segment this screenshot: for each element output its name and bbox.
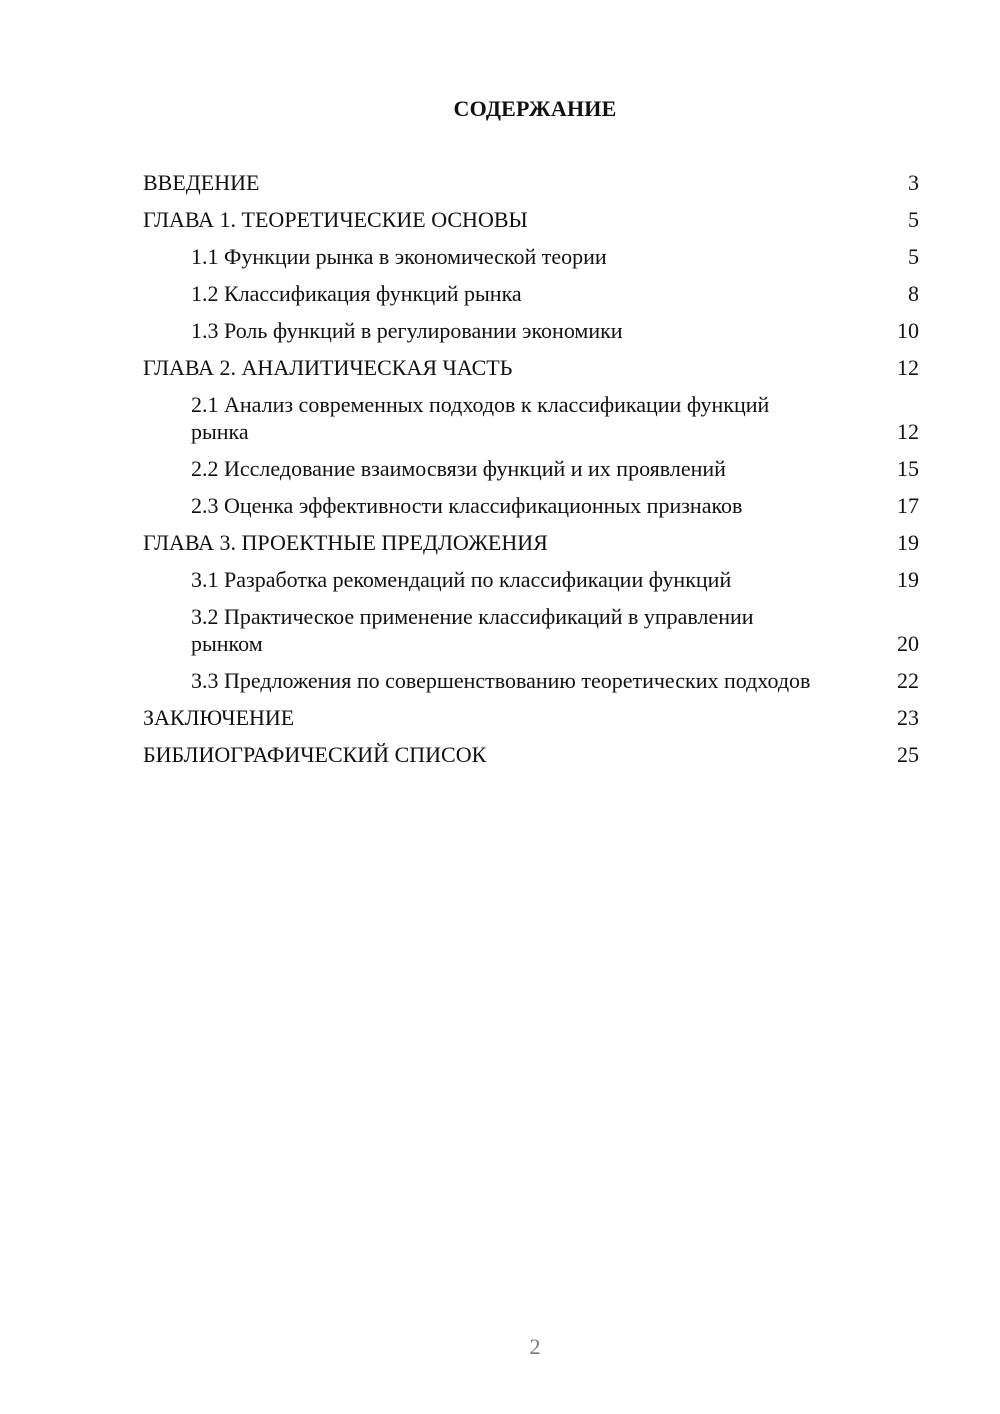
toc-entry-chapter-1[interactable]	[143, 206, 919, 233]
toc-entry-title: 1.2 Классификация функций рынка	[191, 281, 522, 306]
toc-entry-title: ЗАКЛЮЧЕНИЕ	[143, 705, 295, 730]
toc-entry-title: 1.1 Функции рынка в экономической теории	[191, 244, 607, 269]
toc-entry-title: ВВЕДЕНИЕ	[143, 170, 260, 195]
toc-entry-page: 20	[897, 631, 919, 656]
toc-entry-page: 17	[897, 493, 919, 518]
toc-entry-page: 25	[897, 742, 919, 767]
toc-entry-section-1-1[interactable]	[143, 243, 919, 270]
toc-entry-section-1-2[interactable]	[143, 280, 919, 307]
toc-entry-page: 3	[908, 170, 919, 195]
toc-entry-title: 1.3 Роль функций в регулировании экономики	[191, 318, 623, 343]
toc-entry-title: 3.3 Предложения по совершенствованию теоретических подходов	[191, 668, 811, 693]
toc-entry-page: 19	[897, 567, 919, 592]
toc-entry-page: 23	[897, 705, 919, 730]
toc-entry-title: 2.2 Исследование взаимосвязи функций и их проявлений	[191, 456, 726, 481]
toc-entry-page: 12	[897, 355, 919, 380]
table-of-contents	[143, 169, 919, 778]
toc-entry-page: 5	[908, 244, 919, 269]
toc-entry-chapter-2[interactable]	[143, 354, 919, 381]
page-number: 2	[529, 1334, 541, 1359]
toc-entry-section-2-3[interactable]	[143, 492, 919, 519]
toc-entry-title: 2.1 Анализ современных подходов к классификации функций рынка	[191, 392, 770, 444]
toc-entry-title: БИБЛИОГРАФИЧЕСКИЙ СПИСОК	[143, 742, 487, 767]
toc-entry-section-3-1[interactable]	[143, 566, 919, 593]
toc-entry-bibliography[interactable]	[143, 741, 919, 768]
toc-entry-title: 3.2 Практическое применение классификаций в управлении рынком	[191, 604, 754, 656]
toc-entry-title: ГЛАВА 1. ТЕОРЕТИЧЕСКИЕ ОСНОВЫ	[143, 207, 528, 232]
toc-entry-section-2-1[interactable]	[143, 391, 919, 445]
toc-entry-page: 19	[897, 530, 919, 555]
toc-entry-page: 22	[897, 668, 919, 693]
toc-entry-page: 5	[908, 207, 919, 232]
toc-entry-section-1-3[interactable]	[143, 317, 919, 344]
toc-entry-title: ГЛАВА 3. ПРОЕКТНЫЕ ПРЕДЛОЖЕНИЯ	[143, 530, 548, 555]
toc-entry-page: 12	[897, 419, 919, 444]
toc-entry-introduction[interactable]	[143, 169, 919, 196]
page-title: СОДЕРЖАНИЕ	[453, 96, 617, 121]
toc-entry-section-2-2[interactable]	[143, 455, 919, 482]
toc-entry-title: 3.1 Разработка рекомендаций по классификации функций	[191, 567, 732, 592]
toc-entry-page: 8	[908, 281, 919, 306]
toc-entry-section-3-2[interactable]	[143, 603, 919, 657]
toc-entry-page: 10	[897, 318, 919, 343]
toc-entry-section-3-3[interactable]	[143, 667, 919, 694]
toc-entry-chapter-3[interactable]	[143, 529, 919, 556]
toc-entry-conclusion[interactable]	[143, 704, 919, 731]
toc-entry-page: 15	[897, 456, 919, 481]
toc-entry-title: 2.3 Оценка эффективности классификационных признаков	[191, 493, 743, 518]
toc-entry-title: ГЛАВА 2. АНАЛИТИЧЕСКАЯ ЧАСТЬ	[143, 355, 513, 380]
